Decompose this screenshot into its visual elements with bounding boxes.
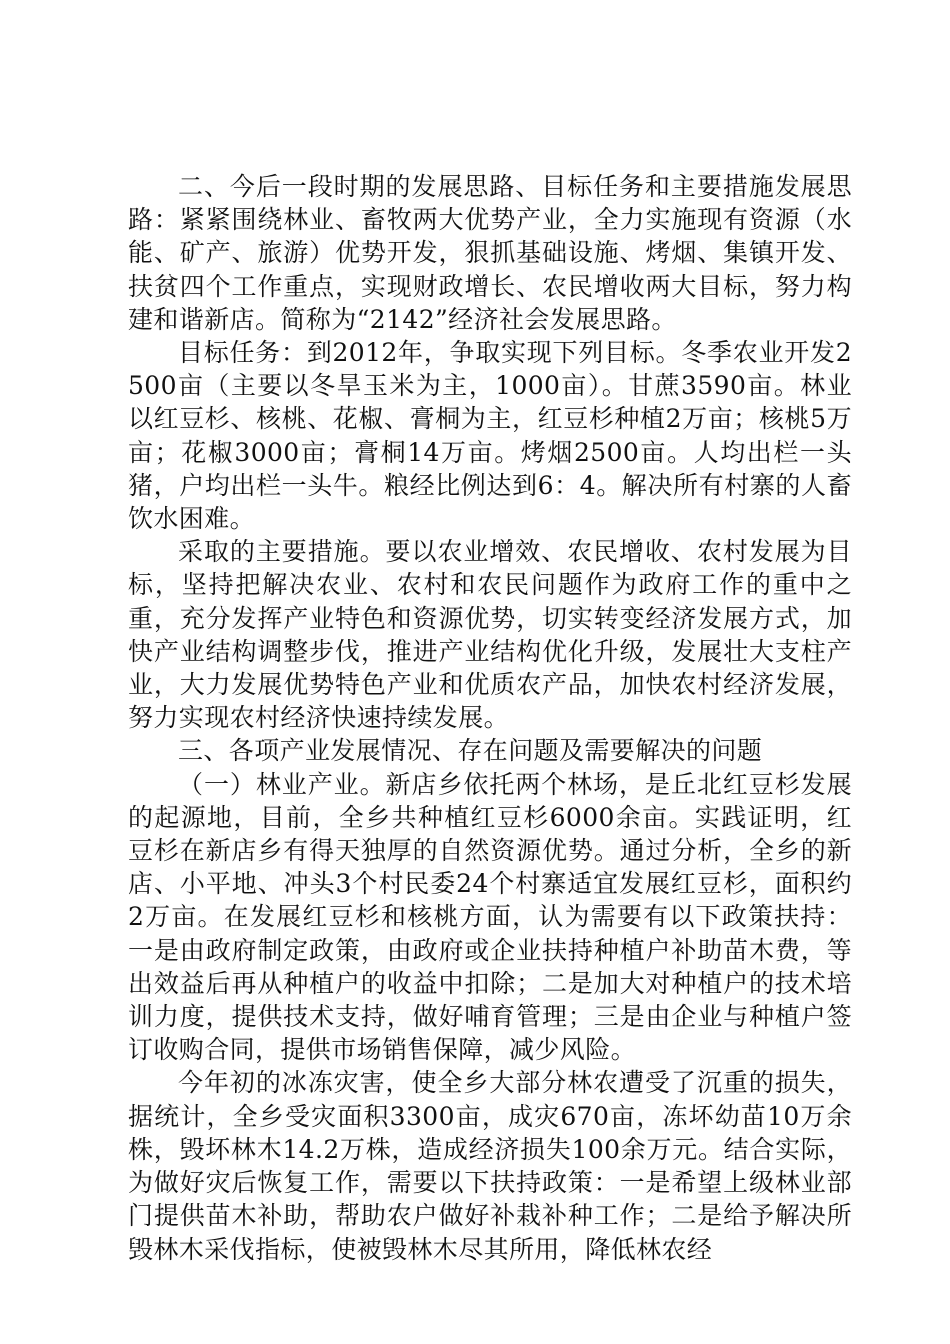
paragraph-freeze-disaster: 今年初的冰冻灾害，使全乡大部分林农遭受了沉重的损失，据统计，全乡受灾面积3300亩，成灾670亩，冻坏幼苗10万余株，毁坏林木14.2万株，造成经济损失100余万元。结合实际，为做好灾后恢复工作，需要以下扶持政策：一是希望上级林业部门提供苗木补助，帮助农户做好补栽补种工作；二是给予解决所毁林木采伐指标，使被毁林木尽其所用，降低林农经 — [128, 1068, 852, 1264]
paragraph-target-tasks: 目标任务：到2012年，争取实现下列目标。冬季农业开发2500亩（主要以冬旱玉米为主，1000亩）。甘蔗3590亩。林业以红豆杉、核桃、花椒、膏桐为主，红豆杉种植2万亩；核桃5万亩；花椒3000亩；膏桐14万亩。烤烟2500亩。人均出栏一头猪，户均出栏一头牛。粮经比例达到6：4。解决所有村寨的人畜饮水困难。 — [128, 338, 852, 534]
document-body — [128, 170, 852, 1266]
paragraph-forestry-industry: （一）林业产业。新店乡依托两个林场，是丘北红豆杉发展的起源地，目前，全乡共种植红豆杉6000余亩。实践证明，红豆杉在新店乡有得天独厚的自然资源优势。通过分析，全乡的新店、小平地、冲头3个村民委24个村寨适宜发展红豆杉，面积约2万亩。在发展红豆杉和核桃方面，认为需要有以下政策扶持：一是由政府制定政策，由政府或企业扶持种植户补助苗木费，等出效益后再从种植户的收益中扣除；二是加大对种植户的技术培训力度，提供技术支持，做好哺育管理；三是由企业与种植户签订收购合同，提供市场销售保障，减少风险。 — [128, 769, 852, 1065]
paragraph-development-ideas: 二、今后一段时期的发展思路、目标任务和主要措施发展思路：紧紧围绕林业、畜牧两大优势产业，全力实施现有资源（水能、矿产、旅游）优势开发，狠抓基础设施、烤烟、集镇开发、扶贫四个工作重点，实现财政增长、农民增收两大目标，努力构建和谐新店。简称为“2142”经济社会发展思路。 — [128, 172, 852, 334]
section-heading-industry-status: 三、各项产业发展情况、存在问题及需要解决的问题 — [178, 736, 763, 766]
paragraph-main-measures: 采取的主要措施。要以农业增效、农民增收、农村发展为目标，坚持把解决农业、农村和农民问题作为政府工作的重中之重，充分发挥产业特色和资源优势，切实转变经济发展方式，加快产业结构调整步伐，推进产业结构优化升级，发展壮大支柱产业，大力发展优势特色产业和优质农产品，加快农村经济发展，努力实现农村经济快速持续发展。 — [128, 537, 852, 733]
